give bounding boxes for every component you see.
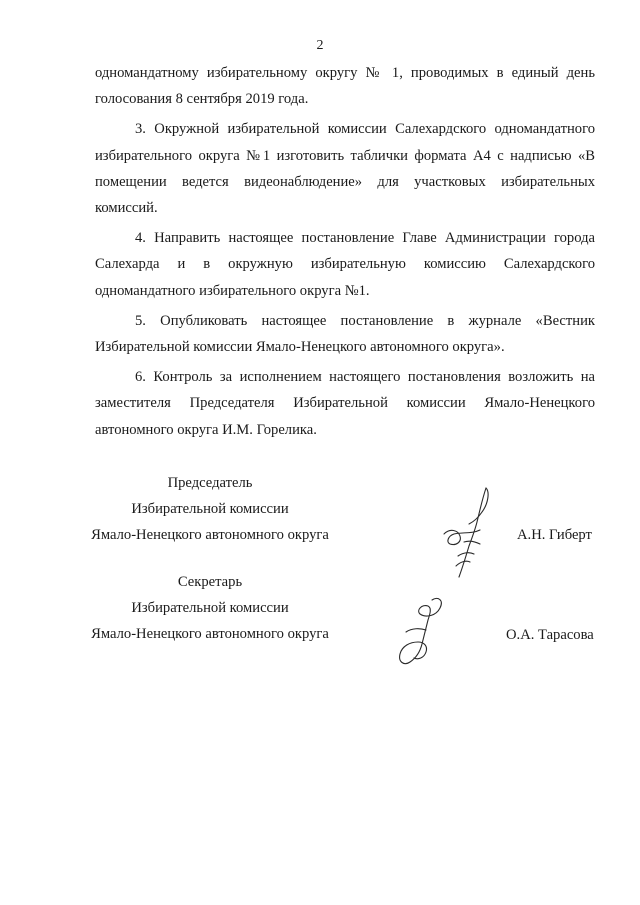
paragraph-3 [95, 116, 595, 221]
chairman-name: А.Н. Гиберт [517, 527, 592, 543]
document-body [95, 60, 595, 443]
text-line: Салехарда и в окружную избирательную комиссию Салехардского [95, 256, 595, 273]
text-line: 5. Опубликовать настоящее постановление в журнале «Вестник [135, 312, 595, 329]
chairman-organization-line2: Ямало-Ненецкого автономного округа [91, 527, 329, 543]
secretary-organization-line1: Избирательной комиссии [131, 600, 289, 616]
text-line: 3. Окружной избирательной комиссии Салехардского одномандатного [135, 121, 595, 138]
text-line: одномандатного избирательного округа №1. [95, 282, 370, 299]
text-line: «В помещении ведется видеонаблюдение» для участковых избирательных [95, 147, 595, 190]
secretary-role: Секретарь [177, 574, 243, 590]
text-line: комиссий. [95, 200, 158, 217]
text-line: 6. Контроль за исполнением настоящего постановления возложить на [135, 369, 595, 386]
text-line: избирательного округа №1 изготовить таблички формата А4 с надписью [95, 147, 572, 164]
paragraph-5 [95, 308, 595, 360]
text-line: автономного округа И.М. Горелика. [95, 421, 317, 438]
secretary-title-block [90, 569, 330, 647]
text-line: заместителя Председателя Избирательной комиссии Ямало-Ненецкого [95, 395, 595, 412]
secretary-signature [392, 592, 450, 674]
page-number: 2 [316, 38, 324, 53]
secretary-name: О.А. Тарасова [506, 627, 594, 643]
chairman-title-block [90, 470, 330, 548]
chairman-role: Председатель [167, 475, 253, 491]
paragraph-continuation [95, 60, 595, 112]
chairman-organization-line1: Избирательной комиссии [131, 501, 289, 517]
text-line: голосования 8 сентября 2019 года. [95, 91, 309, 108]
text-line: Избирательной комиссии Ямало-Ненецкого автономного округа». [95, 339, 505, 356]
paragraph-6 [95, 364, 595, 443]
text-line: одномандатному избирательному округу № 1, проводимых в единый день [95, 65, 595, 81]
text-line: 4. Направить настоящее постановление Главе Администрации города [135, 230, 595, 247]
paragraph-4 [95, 225, 595, 304]
chairman-signature [436, 482, 506, 582]
secretary-organization-line2: Ямало-Ненецкого автономного округа [91, 626, 329, 642]
